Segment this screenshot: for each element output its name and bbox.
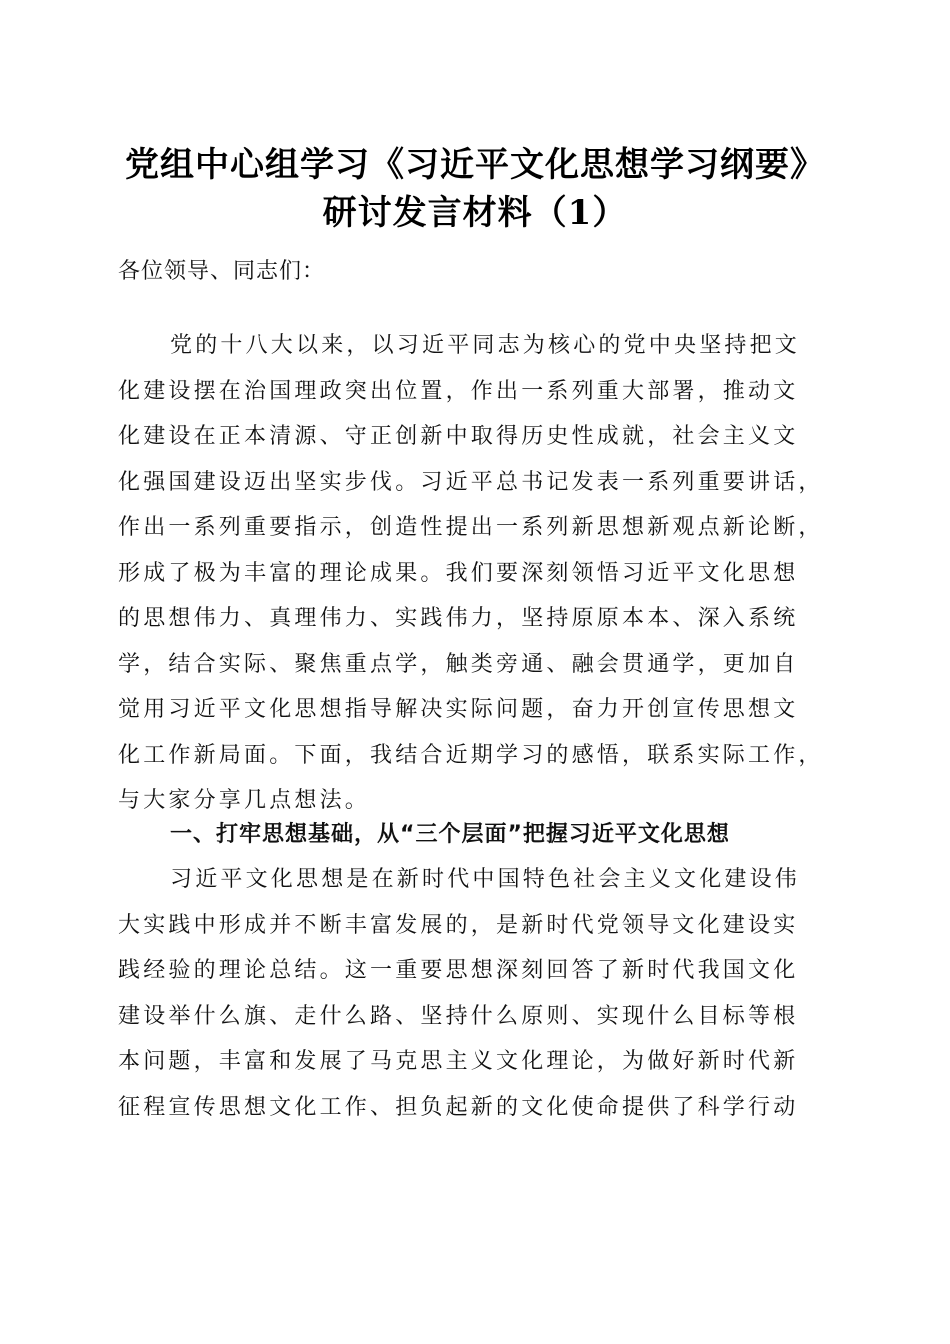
paragraph-line: 建设举什么旗、走什么路、坚持什么原则、实现什么目标等根 xyxy=(118,1003,799,1029)
paragraph-line: 化建设在正本清源、守正创新中取得历史性成就，社会主义文 xyxy=(118,424,799,449)
paragraph-2 xyxy=(118,857,834,1130)
paragraph-line: 的思想伟力、真理伟力、实践伟力，坚持原原本本、深入系统 xyxy=(118,606,799,631)
paragraph-line: 觉用习近平文化思想指导解决实际问题，奋力开创宣传思想文 xyxy=(118,697,799,722)
paragraph-line: 践经验的理论总结。这一重要思想深刻回答了新时代我国文化 xyxy=(118,958,799,983)
paragraph-line: 化建设摆在治国理政突出位置，作出一系列重大部署，推动文 xyxy=(118,378,799,404)
paragraph-line: 习近平文化思想是在新时代中国特色社会主义文化建设伟 xyxy=(170,867,801,892)
paragraph-line: 化工作新局面。下面，我结合近期学习的感悟，联系实际工作， xyxy=(118,742,824,768)
paragraph-line: 与大家分享几点想法。 xyxy=(118,788,371,813)
salutation: 各位领导、同志们： xyxy=(118,259,326,284)
paragraph-line: 大实践中形成并不断丰富发展的，是新时代党领导文化建设实 xyxy=(118,912,799,938)
section-heading-1: 一、打牢思想基础，从“三个层面”把握习近平文化思想 xyxy=(170,822,730,847)
document-title-line2: 研讨发言材料（1） xyxy=(322,193,628,233)
paragraph-1 xyxy=(118,323,834,824)
paragraph-line: 化强国建设迈出坚实步伐。习近平总书记发表一系列重要讲话， xyxy=(118,469,824,495)
document-title-line1: 党组中心组学习《习近平文化思想学习纲要》 xyxy=(125,145,825,185)
paragraph-line: 本问题，丰富和发展了马克思主义文化理论，为做好新时代新 xyxy=(118,1049,799,1074)
paragraph-line: 学，结合实际、聚焦重点学，触类旁通、融会贯通学，更加自 xyxy=(118,651,799,677)
paragraph-line: 党的十八大以来，以习近平同志为核心的党中央坚持把文 xyxy=(170,333,801,358)
paragraph-line: 形成了极为丰富的理论成果。我们要深刻领悟习近平文化思想 xyxy=(118,560,799,586)
paragraph-line: 征程宣传思想文化工作、担负起新的文化使命提供了科学行动 xyxy=(118,1094,799,1120)
paragraph-line: 作出一系列重要指示，创造性提出一系列新思想新观点新论断， xyxy=(118,515,824,540)
